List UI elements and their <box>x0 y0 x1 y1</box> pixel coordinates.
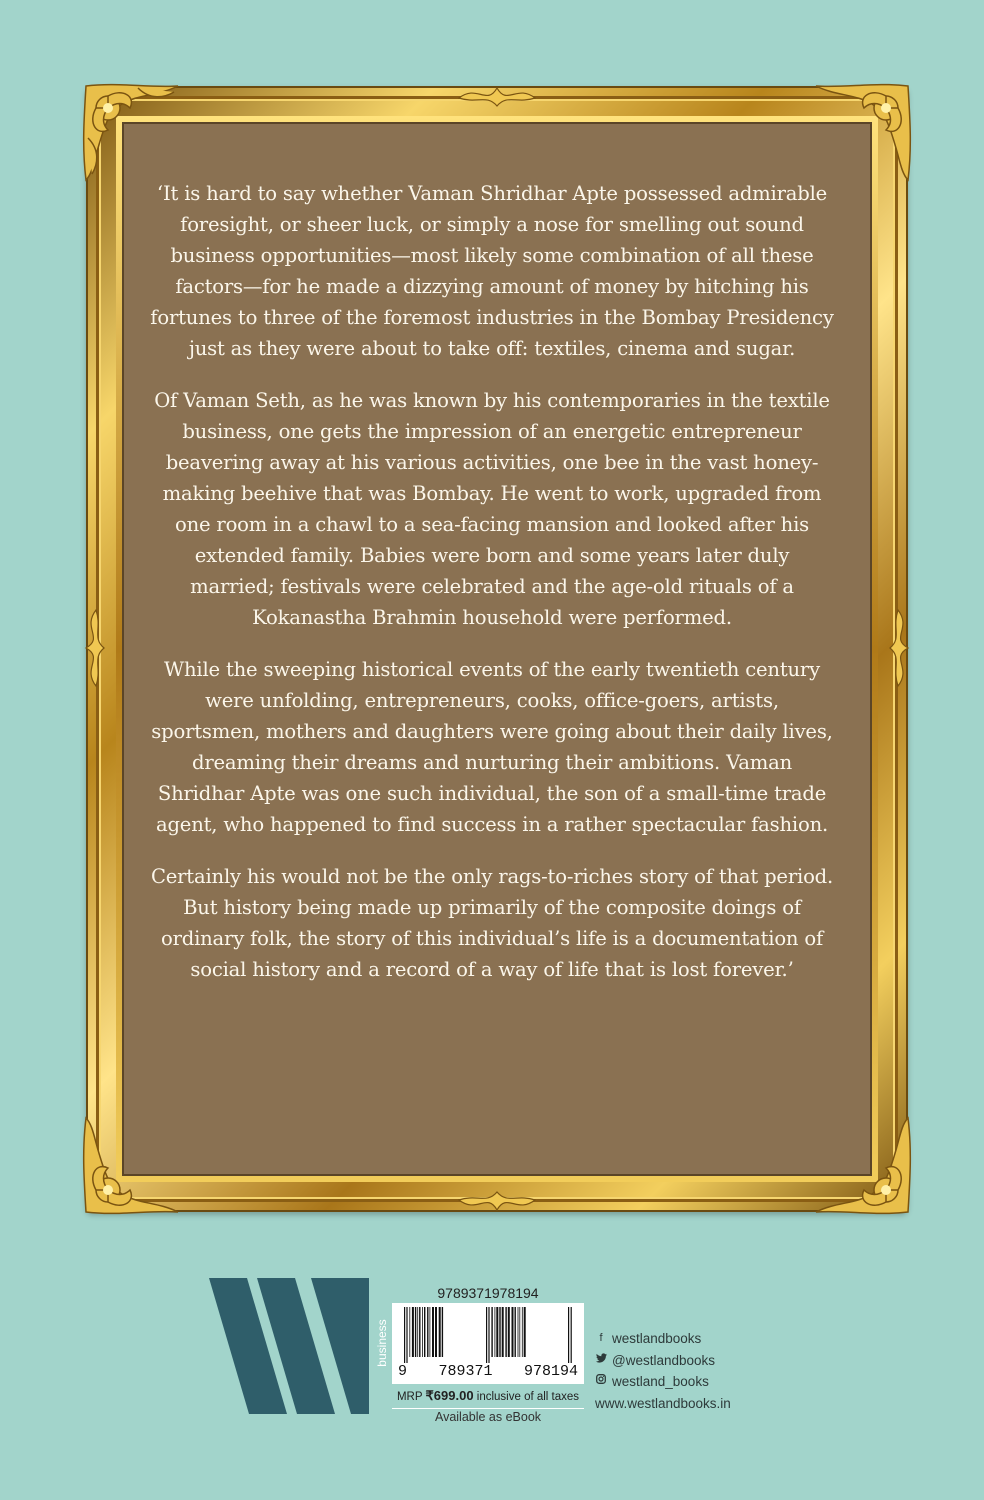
social-row-instagram[interactable] <box>595 1371 731 1393</box>
barcode-bar <box>442 1307 443 1357</box>
social-label: @westlandbooks <box>612 1352 716 1368</box>
barcode-bar <box>488 1307 489 1363</box>
frame-corner-ornament-icon <box>78 78 188 188</box>
barcode-bar <box>404 1307 405 1363</box>
website-link[interactable] <box>595 1393 731 1415</box>
frame-corner-ornament-icon <box>806 78 916 188</box>
barcode-bar <box>419 1307 420 1357</box>
social-row-twitter[interactable] <box>595 1350 731 1372</box>
barcode-bar <box>422 1307 423 1357</box>
barcode-digit-group: 978194 <box>523 1363 578 1380</box>
barcode-digits <box>394 1363 582 1380</box>
barcode-box <box>392 1283 584 1409</box>
frame-left-ornament-icon <box>78 608 108 688</box>
social-label: westlandbooks <box>612 1331 702 1346</box>
barcode-bar <box>568 1307 569 1363</box>
barcode-bars-icon <box>402 1307 574 1363</box>
blurb-paragraph: ‘It is hard to say whether Vaman Shridhar Apte possessed admirable foresight, or sheer luck, or simply a nose for smelling out sound business opportunities—most likely some combination of all these factors—for he made a dizzying amount of money by hitching his fortunes to three of the foremost industries in the Bombay Presidency just as they were about to take off: textiles, cinema and sugar. <box>150 182 834 360</box>
barcode-digit-lead: 9 <box>398 1363 408 1380</box>
barcode-bar <box>432 1307 434 1357</box>
imprint-label <box>372 1310 392 1380</box>
barcode-bar <box>496 1307 498 1357</box>
barcode-bar <box>499 1307 500 1357</box>
barcode-bar <box>417 1307 418 1357</box>
imprint-text: business <box>375 1319 389 1367</box>
barcode-bar <box>495 1307 496 1357</box>
social-label: westland_books <box>612 1374 709 1389</box>
website-label: www.westlandbooks.in <box>595 1395 731 1411</box>
blurb-paragraph: Certainly his would not be the only rags-to-riches story of that period. But history being made up primarily of the composite doings of ordinary folk, the story of this individual’s life is a documentation of social history and a record of a way of life that is lost forever.’ <box>150 865 834 981</box>
blurb-paragraph: Of Vaman Seth, as he was known by his contemporaries in the textile business, one gets the impression of an energetic entrepreneur beavering away at his various activities, one bee in the vast honey-making beehive that was Bombay. He went to work, upgraded from one room in a chawl to a sea-facing mansion and looked after his extended family. Babies were born and some years later duly married; festivals were celebrated and the age-old rituals of a Kokanastha Brahmin household were performed. <box>154 389 830 629</box>
barcode-bar <box>512 1307 514 1357</box>
isbn-number: 9789371978194 <box>392 1283 584 1303</box>
barcode-digit-group: 789371 <box>438 1363 493 1380</box>
frame-right-ornament-icon <box>886 608 916 688</box>
mrp-note: inclusive of all taxes <box>476 1391 580 1403</box>
barcode-bar <box>505 1307 506 1357</box>
barcode-bar <box>518 1307 519 1357</box>
frame-top-ornament-icon <box>457 80 537 110</box>
barcode-bar <box>571 1307 572 1363</box>
instagram-icon <box>595 1371 607 1393</box>
blurb-text <box>150 178 834 1006</box>
barcode-bar <box>439 1307 441 1357</box>
barcode-bar <box>409 1307 410 1357</box>
frame-bottom-ornament-icon <box>457 1188 537 1218</box>
ebook-availability: Available as eBook <box>434 1410 542 1424</box>
barcode-bar <box>424 1307 425 1357</box>
barcode-bar <box>427 1307 428 1357</box>
barcode-bar <box>524 1307 526 1357</box>
social-row-facebook[interactable] <box>595 1328 731 1350</box>
barcode-bar <box>519 1307 520 1357</box>
barcode-bar <box>430 1307 431 1357</box>
barcode-bar <box>515 1307 516 1357</box>
barcode-bar <box>415 1307 416 1357</box>
facebook-icon: f <box>599 1332 603 1344</box>
barcode-bar <box>508 1307 510 1357</box>
mrp-price-line <box>392 1384 584 1408</box>
twitter-icon <box>595 1350 607 1372</box>
barcode-bar <box>412 1307 414 1357</box>
barcode-bar <box>486 1307 487 1363</box>
blurb-paragraph: While the sweeping historical events of the early twentieth century were unfolding, entrepreneurs, cooks, office-goers, artists, sportsmen, mothers and daughters were going about their daily lives, dreaming their dreams and nurturing their ambitions. Vaman Shridhar Apte was one such individual, the son of a small-time trade agent, who happened to find success in a rather spectacular fashion. <box>151 658 833 836</box>
mrp-price: ₹699.00 <box>425 1388 474 1403</box>
frame-corner-ornament-icon <box>78 1110 188 1220</box>
barcode-bar <box>502 1307 504 1357</box>
barcode-bar <box>435 1307 437 1357</box>
frame-corner-ornament-icon <box>806 1110 916 1220</box>
barcode-bar <box>491 1307 492 1357</box>
barcode-bar <box>406 1307 407 1363</box>
barcode-bar <box>522 1307 523 1357</box>
social-links <box>595 1328 731 1414</box>
mrp-label: MRP <box>396 1391 423 1403</box>
westland-w-logo-icon <box>209 1278 369 1414</box>
